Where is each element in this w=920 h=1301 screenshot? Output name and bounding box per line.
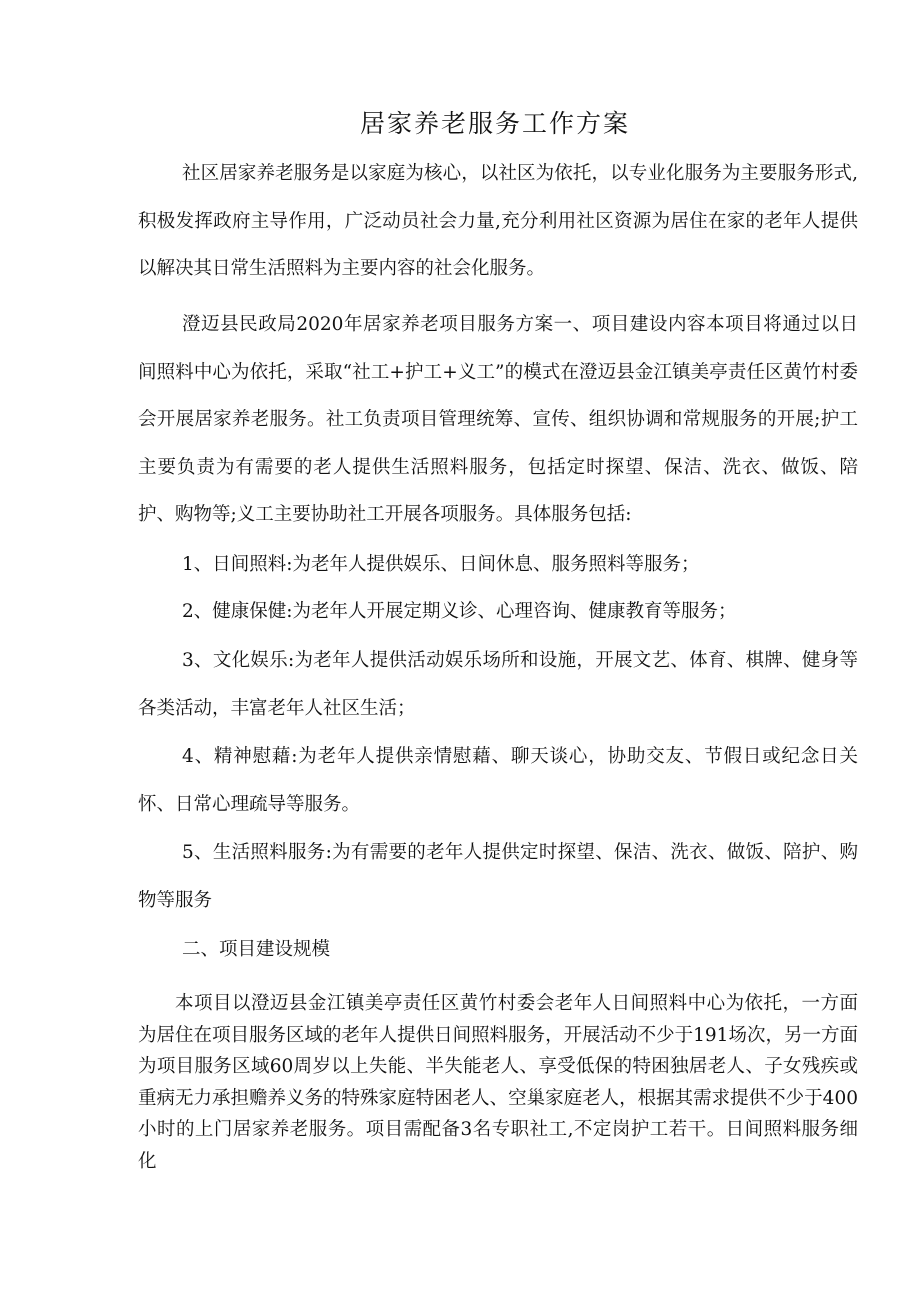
service-item-life-care: 5、生活照料服务:为有需要的老年人提供定时探望、保洁、洗衣、做饭、陪护、购物等服务 [138,842,858,911]
section-two-paragraph: 本项目以澄迈县金江镇美亭责任区黄竹村委会老年人日间照料中心为依托，一方面为居住在项目服务区域的老年人提供日间照料服务，开展活动不少于191场次，另一方面为项目服务区域60周岁以上失能、半失能老人、享受低保的特困独居老人、子女残疾或重病无力承担赡养义务的特殊家庭特困老人、空巢家庭老人，根据其需求提供不少于400小时的上门居家养老服务。项目需配备3名专职社工,不定岗护工若干。日间照料服务细化 [138,993,858,1172]
document-title: 居家养老服务工作方案 [359,109,630,138]
intro-paragraph: 社区居家养老服务是以家庭为核心，以社区为依托，以专业化服务为主要服务形式,积极发挥政府主导作用，广泛动员社会力量,充分利用社区资源为居住在家的老年人提供以解决其日常生活照料为主要内容的社会化服务。 [138,163,858,279]
section-two-heading: 二、项目建设规模 [182,939,331,960]
service-item-health-care: 2、健康保健:为老年人开展定期义诊、心理咨询、健康教育等服务； [182,601,737,622]
project-overview-paragraph: 澄迈县民政局2020年居家养老项目服务方案一、项目建设内容本项目将通过以日间照料中心为依托，采取“社工+护工+义工”的模式在澄迈县金江镇美亭责任区黄竹村委会开展居家养老服务。社工负责项目管理统筹、宣传、组织协调和常规服务的开展;护工主要负责为有需要的老人提供生活照料服务，包括定时探望、保洁、洗衣、做饭、陪护、购物等;义工主要协助社工开展各项服务。具体服务包括: [138,314,858,525]
service-item-day-care: 1、日间照料:为老年人提供娱乐、日间休息、服务照料等服务； [182,554,700,575]
service-item-spiritual-comfort: 4、精神慰藉:为老年人提供亲情慰藉、聊天谈心，协助交友、节假日或纪念日关怀、日常心理疏导等服务。 [138,746,858,815]
service-item-culture-entertainment: 3、文化娱乐:为老年人提供活动娱乐场所和设施，开展文艺、体育、棋牌、健身等各类活动，丰富老年人社区生活； [138,650,858,719]
